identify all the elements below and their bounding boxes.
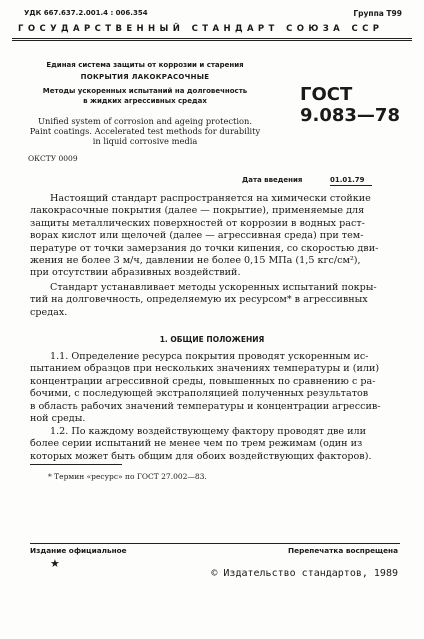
text-line: ворах кислот или щелочей (далее — агрессивная среда) при тем-: [30, 230, 364, 242]
english-title-line3: in liquid corrosive media: [92, 136, 198, 146]
section-title: 1. ОБЩИЕ ПОЛОЖЕНИЯ: [159, 335, 265, 344]
text-line: защиты металлических поверхностей от коррозии в водных раст-: [30, 217, 365, 229]
text-line: Стандарт устанавливает методы ускоренных испытаний покры-: [50, 282, 377, 293]
udc-code: УДК 667.637.2.001.4 : 006.354: [24, 9, 148, 17]
paragraph-1-1: [30, 351, 396, 425]
text-line: бочими, с последующей экстраполяцией полученных результатов: [30, 388, 369, 400]
text-line: ной среды.: [30, 413, 86, 425]
text-line: в область рабочих значений температуры и концентрации агрессив-: [30, 400, 381, 412]
text-line: более серии испытаний не менее чем по трем режимам (один из: [30, 438, 363, 450]
introduction-date-label: Дата введения: [242, 176, 303, 184]
text-line: 1.1. Определение ресурса покрытия проводят ускоренным ис-: [50, 351, 369, 362]
introduction-date-value: 01.01.79: [330, 176, 365, 184]
text-line: тий на долговечность, определяемую их ресурсом* в агрессивных: [30, 294, 368, 306]
text-line: при отсутствии абразивных воздействий.: [30, 267, 241, 279]
methods-title-line2: в жидких агрессивных средах: [83, 97, 207, 105]
text-line: жения не более 3 м/ч, давлении не более 0,15 МПа (1,5 кгс/см²),: [30, 255, 361, 267]
paragraph-scope: [30, 193, 396, 280]
system-title: Единая система защиты от коррозии и старения: [46, 61, 244, 69]
star-icon: ★: [50, 557, 60, 570]
date-underline: [330, 185, 372, 186]
header-rule-bottom: [12, 40, 412, 41]
standard-title: ГОСУДАРСТВЕННЫЙ СТАНДАРТ СОЮЗА ССР: [18, 24, 384, 34]
gost-code: [300, 84, 400, 126]
text-line: пытанием образцов при нескольких значениях температуры и (или): [30, 363, 380, 375]
reprint-prohibited-label: Перепечатка воспрещена: [288, 546, 398, 555]
text-line: пературе от точки замерзания до точки кипения, со скоростью дви-: [30, 242, 379, 254]
methods-title-line1: Методы ускоренных испытаний на долговечность: [42, 87, 248, 95]
official-edition-label: Издание официальное: [30, 546, 127, 555]
paragraph-methods: [30, 282, 396, 319]
text-line: Настоящий стандарт распространяется на химически стойкие: [50, 193, 371, 204]
text-line: лакокрасочные покрытия (далее — покрытие), применяемые для: [30, 205, 365, 217]
text-line: которых может быть общим для обоих воздействующих факторов).: [30, 450, 372, 462]
header-rule-top: [12, 38, 412, 39]
text-line: средах.: [30, 306, 68, 318]
footnote: * Термин «ресурс» по ГОСТ 27.002—83.: [48, 472, 207, 481]
text-line: 1.2. По каждому воздействующему фактору проводят две или: [50, 426, 367, 437]
gost-number: 9.083—78: [300, 105, 400, 126]
copyright: © Издательство стандартов, 1989: [211, 568, 398, 579]
english-title-line2: Paint coatings. Accelerated test methods for durability: [29, 126, 261, 136]
english-title-line1: Unified system of corrosion and ageing protection.: [38, 116, 252, 126]
group-code: Группа Т99: [353, 9, 402, 18]
coatings-title: ПОКРЫТИЯ ЛАКОКРАСОЧНЫЕ: [80, 73, 210, 81]
footnote-rule: [30, 464, 122, 465]
text-line: концентрации агрессивной среды, повышенных по сравнению с ра-: [30, 375, 376, 387]
footer-rule: [30, 543, 400, 544]
okstu-code: ОКСТУ 0009: [28, 154, 78, 163]
paragraph-1-2: [30, 426, 396, 463]
gost-label: ГОСТ: [300, 84, 353, 105]
